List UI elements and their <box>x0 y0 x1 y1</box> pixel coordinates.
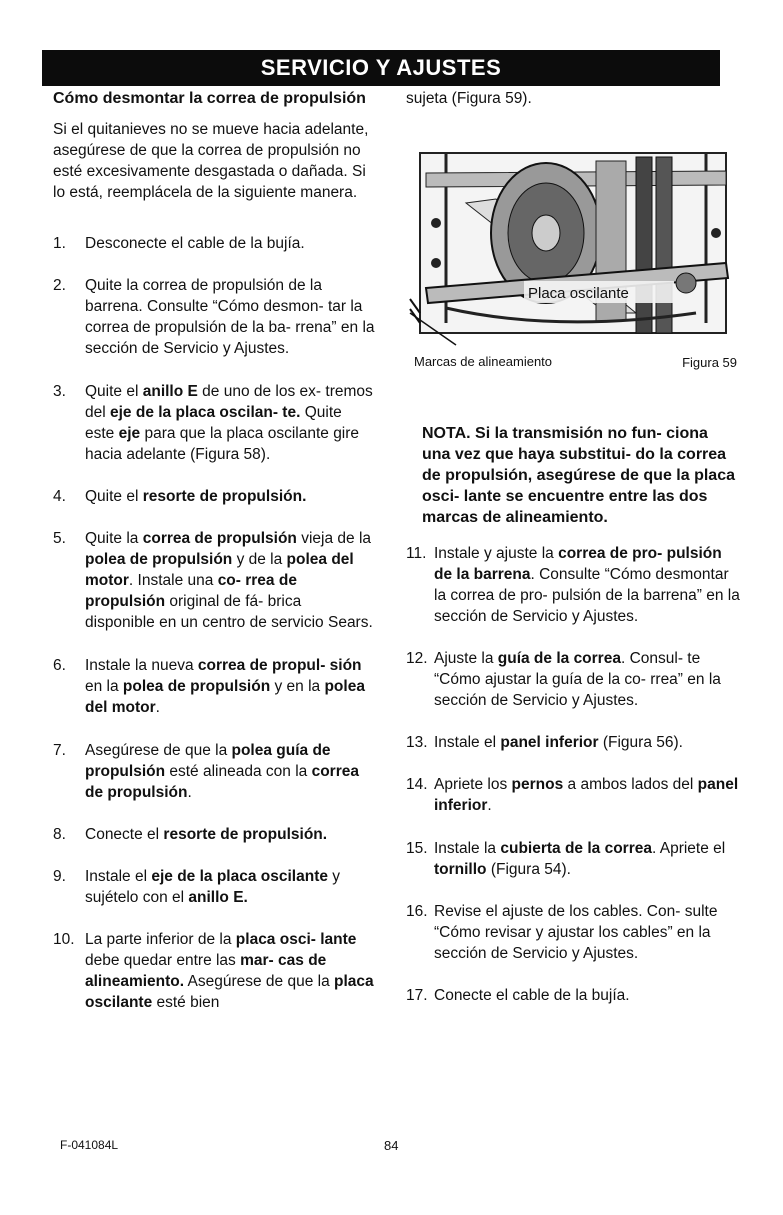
step-number: 13. <box>406 734 428 751</box>
step-text: Quite el anillo E de uno de los ex- tremos del eje de la placa oscilan- te. Quite este eje para que la placa oscilante gire hacia adelante (Figura 58). <box>85 383 373 463</box>
step-text: Instale la cubierta de la correa. Apriete el tornillo (Figura 54). <box>434 840 726 878</box>
step-number: 12. <box>406 650 428 667</box>
step-item <box>406 901 741 964</box>
step-text: Quite el resorte de propulsión. <box>85 488 307 505</box>
step-item <box>406 648 741 711</box>
step-number: 3. <box>53 383 66 400</box>
placa-oscilante-label: Placa oscilante <box>528 285 629 302</box>
step-text: La parte inferior de la placa osci- lante debe quedar entre las mar- cas de alineamiento. Asegúrese de que la placa oscilante esté bien <box>85 931 374 1011</box>
step-number: 14. <box>406 776 428 793</box>
left-column <box>53 88 375 1013</box>
step-text: Quite la correa de propulsión de la barrena. Consulte “Cómo desmon- tar la correa de propulsión de la ba- rrena” en la sección de Servicio y Ajustes. <box>85 277 375 357</box>
page-number: 84 <box>384 1138 399 1153</box>
step-item <box>53 233 375 254</box>
step-number: 4. <box>53 488 66 505</box>
step-number: 10. <box>53 931 75 948</box>
step-number: 9. <box>53 868 66 885</box>
right-column <box>406 88 741 1006</box>
figure-caption: Figura 59 <box>682 355 737 370</box>
step-text: Conecte el cable de la bujía. <box>434 987 630 1004</box>
step-number: 5. <box>53 530 66 547</box>
step-item <box>53 528 375 633</box>
step-number: 6. <box>53 657 66 674</box>
continued-text: sujeta (Figura 59). <box>406 90 532 107</box>
step-text: Instale el panel inferior (Figura 56). <box>434 734 683 751</box>
step-text: Quite la correa de propulsión vieja de la polea de propulsión y de la polea del motor. Instale una co- rrea de propulsión original de fá- brica disponible en un centro de servicio Sears. <box>85 530 373 631</box>
step-item <box>406 543 741 627</box>
step-item <box>406 774 741 816</box>
step-item <box>53 929 375 1013</box>
step-item <box>406 985 741 1006</box>
left-steps-list <box>53 233 375 1013</box>
section-banner: SERVICIO Y AJUSTES <box>42 50 720 86</box>
step-text: Instale y ajuste la correa de pro- pulsión de la barrena. Consulte “Cómo desmontar la correa de pro- pulsión de la barrena” en la sección de Servicio y Ajustes. <box>434 545 740 625</box>
step-number: 2. <box>53 277 66 294</box>
step-number: 15. <box>406 840 428 857</box>
step-text: Revise el ajuste de los cables. Con- sulte “Cómo revisar y ajustar los cables” en la sección de Servicio y Ajustes. <box>434 903 718 962</box>
step-number: 8. <box>53 826 66 843</box>
step-item <box>406 732 741 753</box>
step-number: 11. <box>406 545 427 562</box>
step-item <box>53 655 375 718</box>
step-text: Conecte el resorte de propulsión. <box>85 826 328 843</box>
document-code: F-041084L <box>60 1138 119 1152</box>
step-number: 17. <box>406 987 428 1004</box>
note-paragraph: NOTA. Si la transmisión no fun- ciona una vez que haya substitui- do la correa de propulsión, asegúrese de que la placa osci- lante se encuentre entre las dos marcas de alineamiento. <box>422 425 735 526</box>
step-item <box>53 740 375 803</box>
step-item <box>53 275 375 359</box>
step-number: 7. <box>53 742 66 759</box>
step-text: Ajuste la guía de la correa. Consul- te “Cómo ajustar la guía de la co- rrea” en la sección de Servicio y Ajustes. <box>434 650 721 709</box>
step-text: Apriete los pernos a ambos lados del panel inferior. <box>434 776 739 814</box>
step-item <box>53 866 375 908</box>
right-steps-list <box>406 543 741 1006</box>
step-number: 16. <box>406 903 428 920</box>
figure-59 <box>406 113 741 413</box>
step-text: Desconecte el cable de la bujía. <box>85 235 305 252</box>
section-heading: Cómo desmontar la correa de propulsión <box>53 90 366 107</box>
step-text: Instale la nueva correa de propul- sión en la polea de propulsión y en la polea del motor. <box>85 657 365 716</box>
alignment-marks-caption: Marcas de alineamiento <box>414 354 553 369</box>
step-number: 1. <box>53 235 66 252</box>
step-item <box>53 381 375 465</box>
step-item <box>53 824 375 845</box>
step-item <box>406 838 741 880</box>
step-text: Asegúrese de que la polea guía de propulsión esté alineada con la correa de propulsión. <box>85 742 359 801</box>
intro-paragraph: Si el quitanieves no se mueve hacia adelante, asegúrese de que la correa de propulsión no esté excesivamente desgastada o dañada. Si lo está, reemplácela de la siguiente manera. <box>53 121 369 201</box>
step-item <box>53 486 375 507</box>
step-text: Instale el eje de la placa oscilante y sujételo con el anillo E. <box>85 868 341 906</box>
